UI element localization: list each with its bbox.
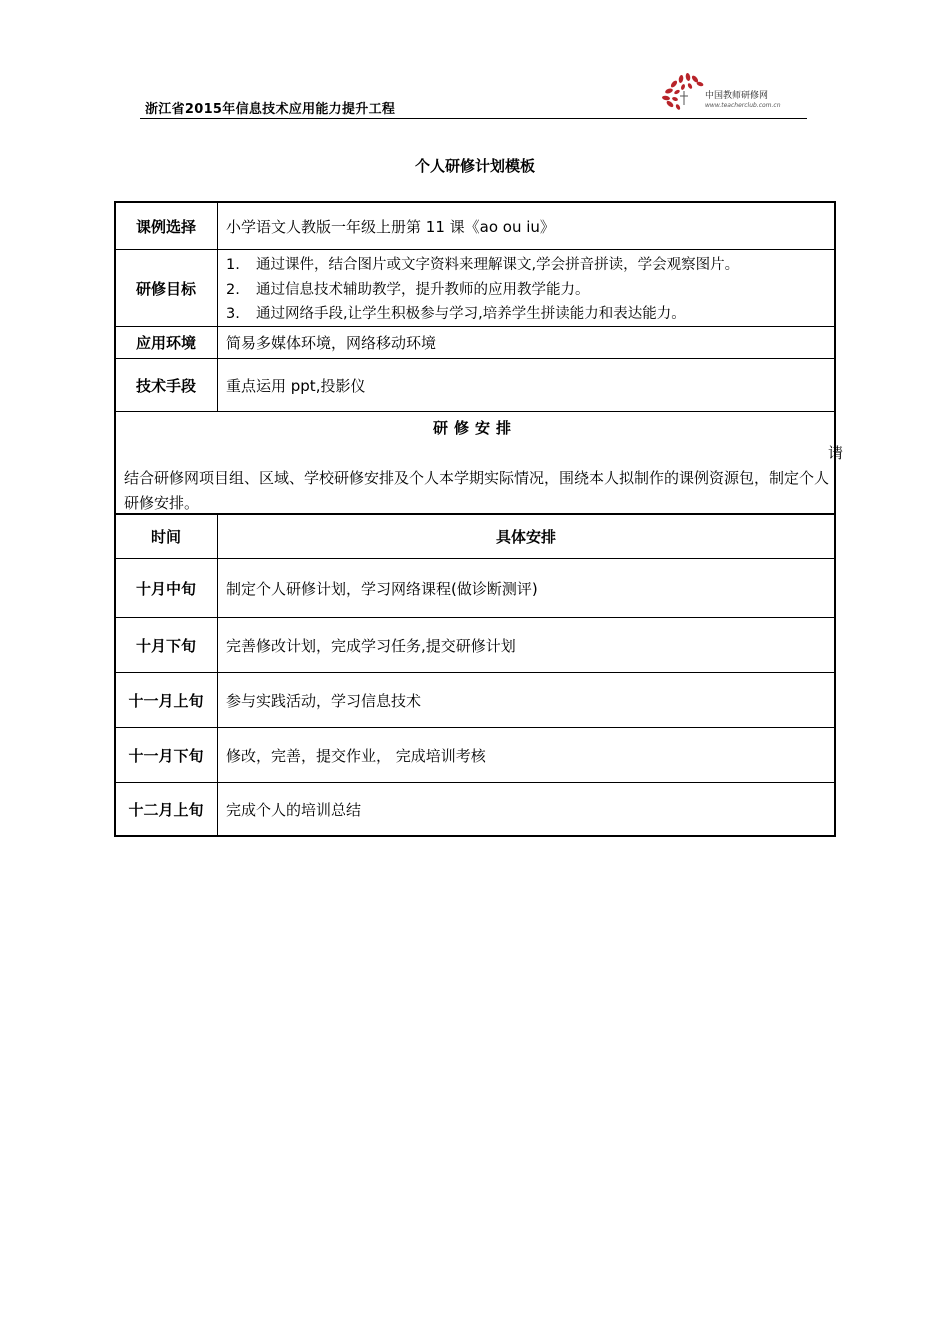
schedule-time: 十月中旬 bbox=[135, 579, 196, 598]
schedule-plan-header: 具体安排 bbox=[495, 528, 556, 546]
schedule-time: 十一月下旬 bbox=[128, 746, 204, 765]
schedule-time-header: 时间 bbox=[150, 528, 181, 546]
arrangement-title: 研修安排 bbox=[432, 419, 517, 437]
env-label: 应用环境 bbox=[135, 334, 196, 352]
schedule-plan: 修改，完善，提交作业， 完成培训考核 bbox=[226, 746, 486, 765]
goal-number: 3. bbox=[226, 306, 240, 322]
schedule-time: 十二月上旬 bbox=[128, 801, 204, 819]
document-title: 个人研修计划模板 bbox=[414, 157, 535, 175]
header-divider bbox=[140, 118, 807, 119]
row-divider bbox=[114, 249, 836, 250]
logo-name: 中国教师研修网 bbox=[705, 91, 769, 101]
goal-item bbox=[226, 278, 739, 303]
goal-item bbox=[226, 253, 739, 278]
schedule-plan: 完成个人的培训总结 bbox=[226, 801, 362, 819]
goal-text: 通过课件，结合图片或文字资料来理解课文,学会拼音拼读，学会观察图片。 bbox=[256, 257, 740, 273]
schedule-plan: 完善修改计划，完成学习任务,提交研修计划 bbox=[226, 636, 516, 655]
header-project-title: 浙江省2015年信息技术应用能力提升工程 bbox=[145, 102, 396, 117]
course-value: 小学语文人教版一年级上册第 11 课《ao ou iu》 bbox=[226, 217, 555, 236]
tech-label: 技术手段 bbox=[135, 376, 196, 395]
arrangement-qing: 请 bbox=[828, 444, 844, 462]
column-divider bbox=[217, 514, 218, 836]
row-divider bbox=[114, 411, 836, 412]
arrangement-intro: 结合研修网项目组、区域、学校研修安排及个人本学期实际情况，围绕本人拟制作的课例资源包，制定个人研修安排。 bbox=[124, 469, 830, 512]
goals-list bbox=[226, 253, 739, 327]
goals-label: 研修目标 bbox=[135, 279, 196, 298]
schedule-plan: 参与实践活动，学习信息技术 bbox=[226, 691, 422, 710]
goal-number: 1. bbox=[226, 257, 240, 273]
schedule-time: 十月下旬 bbox=[135, 636, 196, 655]
schedule-plan: 制定个人研修计划，学习网络课程(做诊断测评) bbox=[226, 579, 538, 598]
course-label: 课例选择 bbox=[135, 217, 196, 236]
goal-text: 通过信息技术辅助教学，提升教师的应用教学能力。 bbox=[256, 281, 590, 298]
goal-item bbox=[226, 302, 739, 327]
logo-url: www.teacherclub.com.cn bbox=[705, 102, 781, 109]
goal-number: 2. bbox=[226, 281, 240, 298]
env-value: 简易多媒体环境，网络移动环境 bbox=[226, 334, 437, 352]
tech-value: 重点运用 ppt,投影仪 bbox=[226, 376, 366, 395]
schedule-time: 十一月上旬 bbox=[128, 691, 204, 710]
column-divider bbox=[217, 201, 218, 411]
goal-text: 通过网络手段,让学生积极参与学习,培养学生拼读能力和表达能力。 bbox=[256, 306, 686, 322]
